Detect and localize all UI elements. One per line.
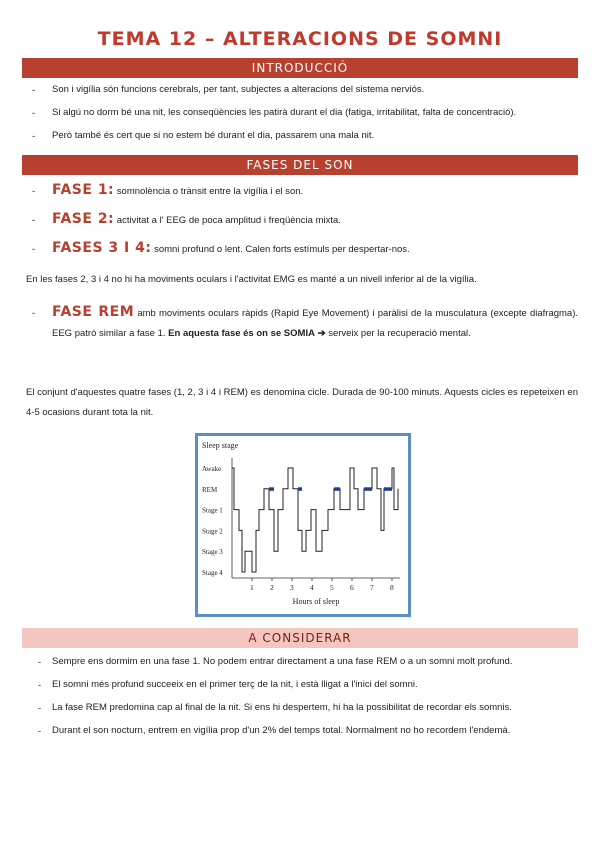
phases-note: En les fases 2, 3 i 4 no hi ha moviments oculars i l'activitat EMG es manté a un nivell inferior al de la vigília.	[26, 274, 477, 285]
sleep-stage-chart	[195, 433, 411, 617]
phase-rem-text-2: serveix per la recuperació mental.	[328, 328, 471, 339]
intro-item: Però també és cert que si no estem bé durant el dia, passarem una mala nit.	[52, 130, 375, 141]
x-tick-label: 2	[270, 583, 274, 592]
section-header-consider: A CONSIDERAR	[22, 628, 578, 648]
x-tick-label: 3	[290, 583, 294, 592]
bullet-dash: -	[38, 657, 42, 668]
bullet-dash: -	[32, 244, 36, 255]
x-tick-label: 1	[250, 583, 254, 592]
phase-34	[52, 238, 578, 260]
phase-34-text: somni profund o lent. Calen forts estímuls per despertar-nos.	[154, 244, 410, 255]
x-tick-label: 5	[330, 583, 334, 592]
phase-rem-bold: En aquesta fase és on se SOMIA	[168, 328, 315, 339]
section-header-intro: INTRODUCCIÓ	[22, 58, 578, 78]
bullet-dash: -	[38, 680, 42, 691]
cycle-paragraph: El conjunt d'aquestes quatre fases (1, 2, 3 i 4 i REM) es denomina cicle. Durada de 90-100 minuts. Aquests cicles es repeteixen en 4-5 ocasions durant tota la nit.	[26, 387, 578, 418]
rem-period-mark	[298, 487, 302, 491]
section-header-phases: FASES DEL SON	[22, 155, 578, 175]
y-tick-label: Stage 4	[202, 569, 223, 577]
phase-1-text: somnolència o trànsit entre la vigília i el son.	[116, 186, 304, 197]
phase-rem-text: amb moviments oculars ràpids (Rapid Eye Movement) i paràlisi de la musculatura (excepte diafragma). EEG patró similar a fase 1.	[52, 308, 579, 339]
bullet-dash: -	[32, 85, 36, 96]
y-tick-label: REM	[202, 485, 218, 494]
rem-period-mark	[364, 487, 372, 491]
rem-period-mark	[269, 487, 274, 491]
x-tick-label: 4	[310, 583, 314, 592]
consider-item: El somni més profund succeeix en el primer terç de la nit, i està lligat a l'inici del somni.	[52, 679, 418, 690]
bullet-dash: -	[32, 108, 36, 119]
phase-rem-label: FASE REM	[52, 304, 135, 320]
consider-item: La fase REM predomina cap al final de la nit. Si ens hi despertem, hi ha la possibilitat de recordar els somnis.	[52, 702, 512, 713]
rem-period-mark	[334, 487, 340, 491]
phase-2	[52, 209, 578, 231]
bullet-dash: -	[32, 308, 36, 319]
intro-item: Si algú no dorm bé una nit, les conseqüències les patirà durant el dia (fatiga, irritabilitat, falta de concentració).	[52, 107, 517, 118]
rem-period-mark	[384, 487, 392, 491]
phase-1-label: FASE 1:	[52, 182, 115, 198]
consider-item: Durant el son nocturn, entrem en vigília prop d'un 2% del temps total. Normalment no ho recordem l'endemà.	[52, 725, 511, 736]
arrow-right-icon: ➔	[317, 328, 326, 339]
y-tick-label: Awake	[202, 465, 222, 473]
y-tick-label: Stage 1	[202, 506, 223, 515]
phase-1	[52, 180, 578, 202]
phase-rem	[52, 302, 578, 344]
phase-34-label: FASES 3 I 4:	[52, 240, 152, 256]
bullet-dash: -	[38, 726, 42, 737]
hypnogram-line	[232, 468, 398, 572]
x-tick-label: 6	[350, 583, 354, 592]
phase-2-text: activitat a l' EEG de poca amplitud i freqüència mixta.	[116, 215, 341, 226]
bullet-dash: -	[32, 186, 36, 197]
phase-2-label: FASE 2:	[52, 211, 115, 227]
bullet-dash: -	[32, 215, 36, 226]
hypnogram-svg	[198, 436, 408, 614]
page-title: TEMA 12 – ALTERACIONS DE SOMNI	[97, 28, 503, 50]
x-tick-label: 8	[390, 583, 394, 592]
consider-item: Sempre ens dormim en una fase 1. No podem entrar directament a una fase REM o a un somni molt profund.	[52, 656, 513, 667]
y-tick-label: Stage 3	[202, 548, 223, 557]
y-tick-label: Stage 2	[202, 527, 223, 536]
x-tick-label: 7	[370, 583, 374, 592]
bullet-dash: -	[38, 703, 42, 714]
bullet-dash: -	[32, 131, 36, 142]
x-axis-label: Hours of sleep	[292, 597, 340, 606]
intro-item: Son i vigília són funcions cerebrals, per tant, subjectes a alteracions del sistema nerviós.	[52, 84, 425, 95]
chart-title: Sleep stage	[202, 441, 239, 450]
